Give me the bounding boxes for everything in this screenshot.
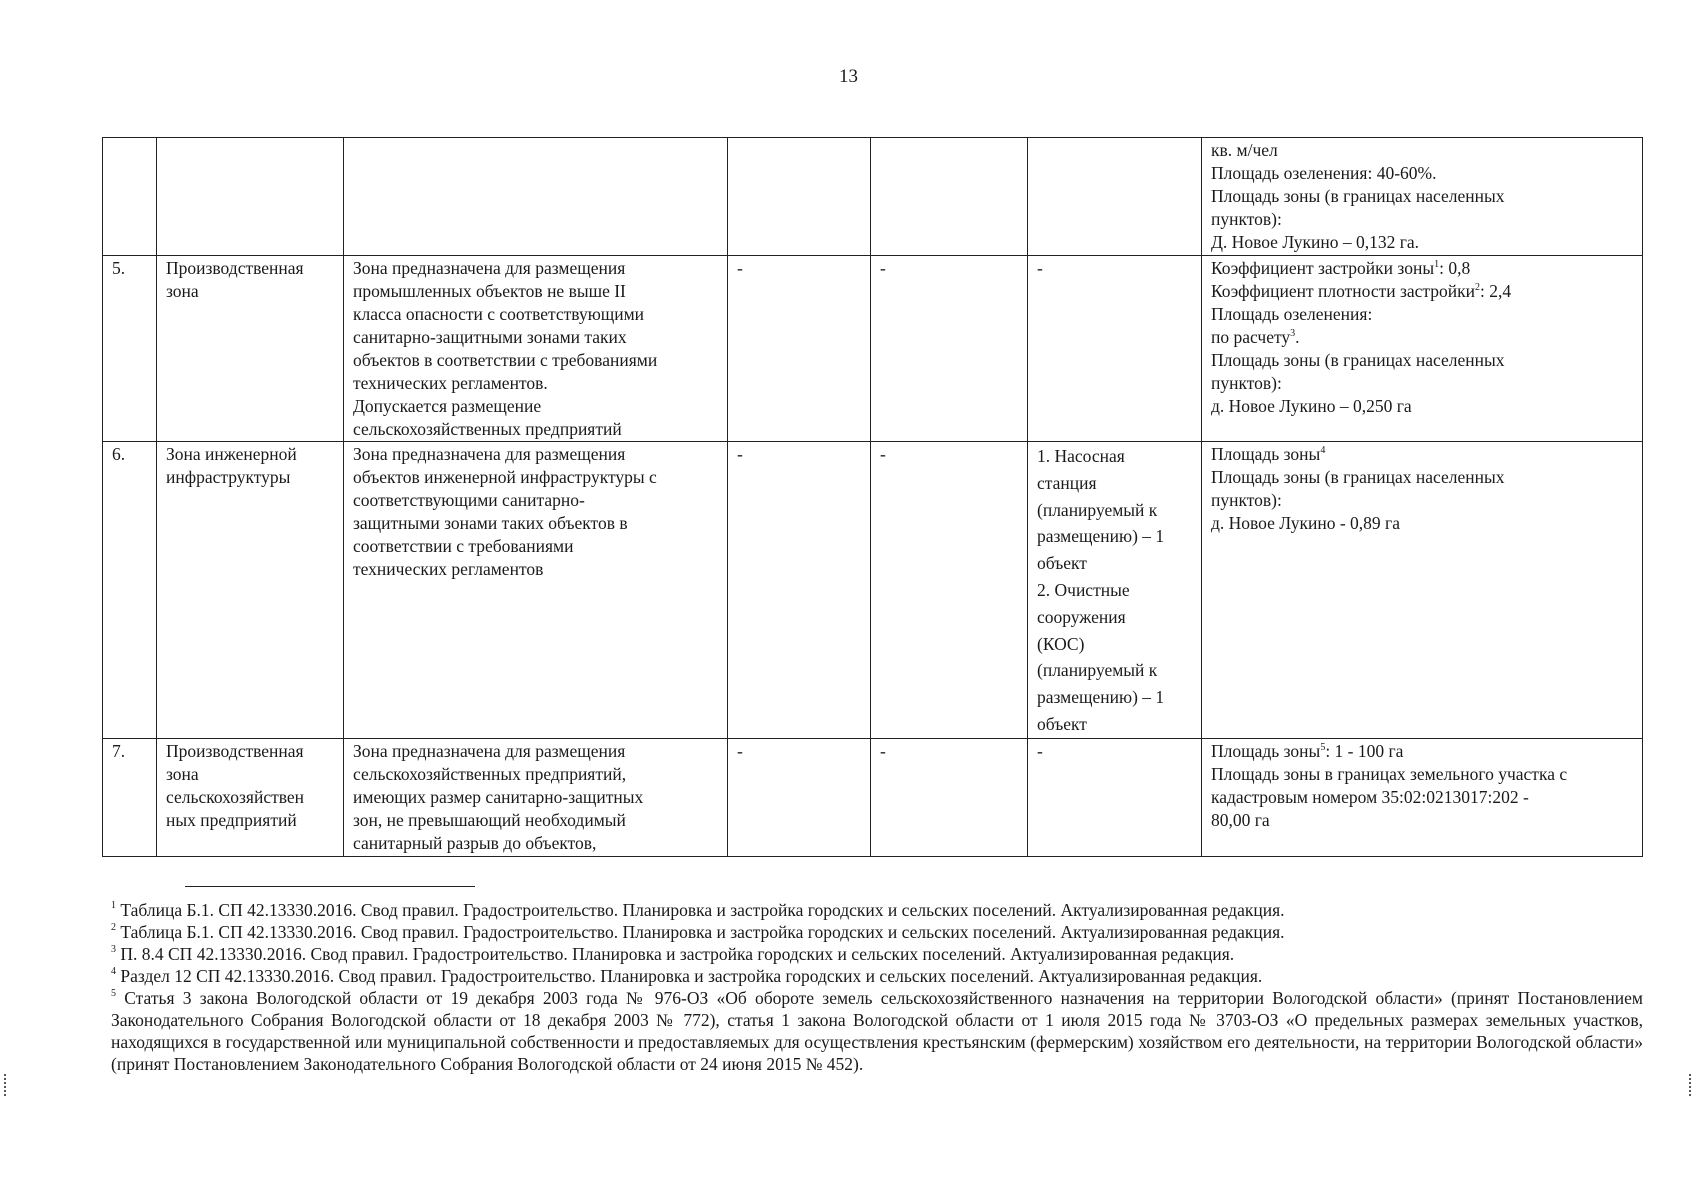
planned-object-line: размещению) – 1 <box>1037 687 1165 708</box>
planned-objects-cell <box>1028 138 1202 256</box>
zones-table <box>102 137 1643 857</box>
zone-parameters-cell <box>1202 256 1643 442</box>
description-line: соответствии с требованиями <box>353 536 574 556</box>
indicator-cell: - <box>728 738 871 856</box>
zone-description-cell <box>344 442 728 739</box>
table-row <box>103 138 1643 256</box>
parameter-line: Коэффициент плотности застройки$^2$: 2,4 <box>1211 281 1512 301</box>
zone-name-cell <box>157 138 344 256</box>
table-row <box>103 738 1643 856</box>
parameter-line: пунктов): <box>1211 373 1282 393</box>
planned-object-line: - <box>1037 740 1043 761</box>
zone-name-line: инфраструктуры <box>166 467 291 487</box>
parameter-line: 80,00 га <box>1211 809 1270 830</box>
description-line: Зона предназначена для размещения <box>353 258 626 278</box>
parameter-line: Площадь зоны (в границах населенных <box>1211 350 1505 370</box>
description-line: Допускается размещение <box>353 396 542 416</box>
planned-object-line: размещению) – 1 <box>1037 526 1165 547</box>
indicator-cell: - <box>728 256 871 442</box>
scan-edge-mark <box>4 1074 8 1096</box>
parameter-line: д. Новое Лукино - 0,89 га <box>1211 513 1400 533</box>
parameter-line: Площадь зоны$^4$ <box>1211 444 1326 464</box>
planned-object-line: 1. Насосная <box>1037 446 1125 466</box>
zone-name-cell <box>157 256 344 442</box>
footnote-mark: 4 <box>111 966 116 977</box>
parameter-line: Коэффициент застройки зоны$^1$: 0,8 <box>1211 258 1471 278</box>
row-number-cell: 5. <box>103 256 157 442</box>
footnote-text: Статья 3 закона Вологодской области от 19 декабря 2003 года № 976-ОЗ «Об обороте земель сельскохозяйственного назначения на территории Вологодской области» (принят Постановлением Законодательного Собрания Вологодской области от 18 декабря 2003 № 772), статья 1 закона Вологодской области от 1 июля 2015 года № 3703-ОЗ «О предельных размерах земельных участков, находящихся в государственной или муниципальной собственности и предоставляемых для осуществления крестьянским (фермерским) хозяйством его деятельности, на территории Вологодской области» (принят Постановлением Законодательного Собрания Вологодской области от 24 июня 2015 № 452). <box>111 988 1643 1074</box>
parameter-line: пунктов): <box>1211 490 1282 510</box>
footnote-text: Таблица Б.1. СП 42.13330.2016. Свод правил. Градостроительство. Планировка и застройка городских и сельских поселений. Актуализированная редакция. <box>120 922 1285 942</box>
zone-parameters-cell <box>1202 738 1643 856</box>
footnote <box>111 921 1643 943</box>
footnote <box>111 965 1643 987</box>
indicator-cell: - <box>871 738 1028 856</box>
description-line: сельскохозяйственных предприятий <box>353 419 622 439</box>
zone-name-line: Производственная <box>166 258 304 278</box>
description-line: защитными зонами таких объектов в <box>353 513 628 533</box>
planned-object-line: (планируемый к <box>1037 660 1158 681</box>
footnote-mark: 3 <box>111 944 116 955</box>
footnote-text: П. 8.4 СП 42.13330.2016. Свод правил. Градостроительство. Планировка и застройка городских и сельских поселений. Актуализированная редакция. <box>120 944 1235 964</box>
zone-name-line: Производственная <box>166 740 304 761</box>
zone-parameters-cell <box>1202 442 1643 739</box>
planned-objects-cell <box>1028 738 1202 856</box>
zone-parameters-cell <box>1202 138 1643 256</box>
description-line: Зона предназначена для размещения <box>353 740 626 761</box>
description-line: Зона предназначена для размещения <box>353 444 626 464</box>
description-line: зон, не превышающий необходимый <box>353 809 626 830</box>
zone-name-line: зона <box>166 281 199 301</box>
parameter-line: Площадь зоны (в границах населенных <box>1211 186 1505 206</box>
parameter-line: кадастровым номером 35:02:0213017:202 - <box>1211 786 1529 807</box>
planned-object-line: - <box>1037 258 1043 278</box>
zone-name-line: сельскохозяйствен <box>166 786 305 807</box>
description-line: технических регламентов. <box>353 373 548 393</box>
footnote <box>111 899 1643 921</box>
description-line: класса опасности с соответствующими <box>353 304 645 324</box>
planned-object-line: (КОС) <box>1037 633 1085 654</box>
planned-object-line: 2. Очистные <box>1037 579 1130 600</box>
scan-edge-mark <box>1689 1074 1693 1096</box>
parameter-line: Площадь зоны (в границах населенных <box>1211 467 1505 487</box>
description-line: имеющих размер санитарно-защитных <box>353 786 644 807</box>
zone-name-cell <box>157 442 344 739</box>
footnote-ref: 4 <box>1320 445 1326 456</box>
row-number-cell: 6. <box>103 442 157 739</box>
footnote-mark: 5 <box>111 988 116 999</box>
parameter-line: Площадь зоны$^5$: 1 - 100 га <box>1211 740 1404 761</box>
planned-objects-cell <box>1028 256 1202 442</box>
indicator-cell <box>871 138 1028 256</box>
zone-name-line: Зона инженерной <box>166 444 297 464</box>
planned-object-line: объект <box>1037 553 1087 574</box>
description-line: технических регламентов <box>353 559 544 579</box>
row-number-cell <box>103 138 157 256</box>
zone-name-line: зона <box>166 763 199 784</box>
planned-object-line: станция <box>1037 472 1097 493</box>
parameter-line: Площадь озеленения: <box>1211 304 1373 324</box>
footnote <box>111 987 1643 1075</box>
description-line: санитарно-защитными зонами таких <box>353 327 627 347</box>
description-line: объектов в соответствии с требованиями <box>353 350 658 370</box>
footnote-mark: 1 <box>111 900 116 911</box>
page-number: 13 <box>839 66 858 87</box>
footnotes <box>111 899 1643 1075</box>
parameter-line: Площадь зоны в границах земельного участка с <box>1211 763 1568 784</box>
indicator-cell: - <box>871 442 1028 739</box>
footnote-ref: 5 <box>1320 741 1326 753</box>
description-line: объектов инженерной инфраструктуры с <box>353 467 657 487</box>
parameter-line: Д. Новое Лукино – 0,132 га. <box>1211 232 1420 252</box>
footnote-separator <box>185 886 475 887</box>
parameter-line: пунктов): <box>1211 209 1282 229</box>
footnote-text: Таблица Б.1. СП 42.13330.2016. Свод правил. Градостроительство. Планировка и застройка городских и сельских поселений. Актуализированная редакция. <box>120 900 1285 920</box>
planned-object-line: сооружения <box>1037 606 1126 627</box>
indicator-cell: - <box>728 442 871 739</box>
indicator-cell <box>728 138 871 256</box>
description-line: промышленных объектов не выше II <box>353 281 626 301</box>
planned-objects-cell <box>1028 442 1202 739</box>
zone-description-cell <box>344 138 728 256</box>
footnote-ref: 2 <box>1475 282 1481 293</box>
zone-name-line: ных предприятий <box>166 809 297 830</box>
parameter-line: кв. м/чел <box>1211 140 1278 160</box>
parameter-line: по расчету$^3$. <box>1211 327 1300 347</box>
parameter-line: Площадь озеленения: 40-60%. <box>1211 163 1437 183</box>
footnote-ref: 3 <box>1290 328 1296 339</box>
row-number-cell: 7. <box>103 738 157 856</box>
planned-object-line: объект <box>1037 713 1087 734</box>
footnote <box>111 943 1643 965</box>
footnote-mark: 2 <box>111 922 116 933</box>
table-row <box>103 442 1643 739</box>
planned-object-line: (планируемый к <box>1037 499 1158 520</box>
footnote-text: Раздел 12 СП 42.13330.2016. Свод правил. Градостроительство. Планировка и застройка городских и сельских поселений. Актуализированная редакция. <box>120 966 1263 986</box>
indicator-cell: - <box>871 256 1028 442</box>
description-line: сельскохозяйственных предприятий, <box>353 763 627 784</box>
zone-description-cell <box>344 738 728 856</box>
table-row <box>103 256 1643 442</box>
footnote-ref: 1 <box>1434 259 1440 270</box>
description-line: санитарный разрыв до объектов, <box>353 832 597 853</box>
zone-name-cell <box>157 738 344 856</box>
description-line: соответствующими санитарно- <box>353 490 585 510</box>
zone-description-cell <box>344 256 728 442</box>
parameter-line: д. Новое Лукино – 0,250 га <box>1211 396 1412 416</box>
